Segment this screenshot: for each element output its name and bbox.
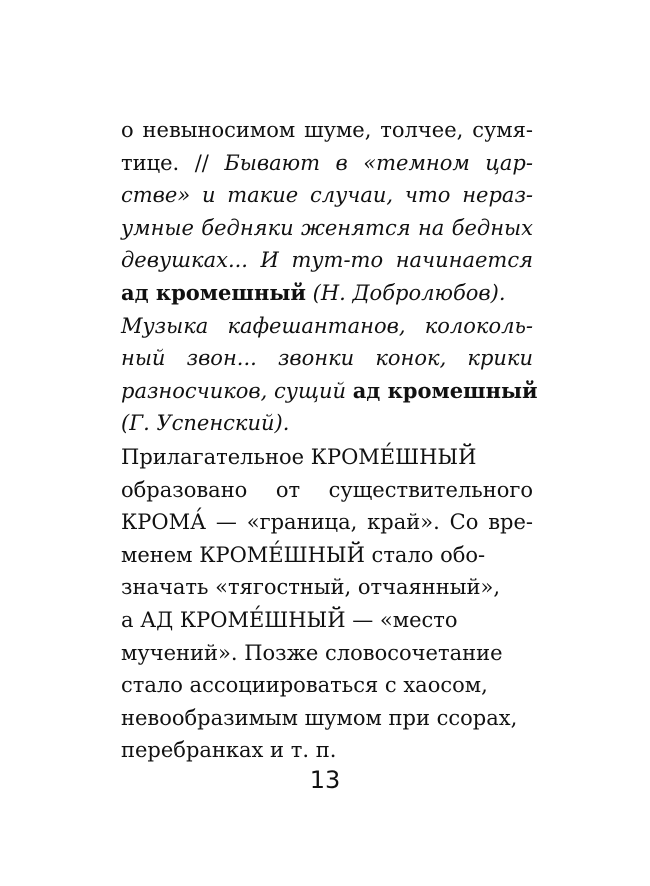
- quote-line-5: девушках... И тут-то начинается: [121, 248, 533, 273]
- explanation-line-6: а АД КРОМЕ́ШНЫЙ — «место: [121, 607, 458, 632]
- quote-line-9: [121, 375, 538, 408]
- explanation-line-2: образовано от существительного: [121, 477, 533, 502]
- quote-line-2-italic: Бывают в «темном цар-: [224, 150, 533, 175]
- quote-line-8: ный звон... звонки конок, крики: [121, 346, 533, 371]
- quote-line-4: умные бедняки женятся на бедных: [121, 215, 533, 240]
- explanation-line-7: мучений». Позже словосочетание: [121, 640, 503, 665]
- highlighted-term: ад кромешный: [121, 279, 306, 305]
- explanation-line-9: невообразимым шумом при ссорах,: [121, 705, 518, 730]
- explanation-line-1: Прилагательное КРОМЕ́ШНЫЙ: [121, 445, 477, 469]
- explanation-line-5: значать «тягостный, отчаянный»,: [121, 575, 501, 600]
- explanation-line-10: перебранках и т. п.: [121, 738, 337, 763]
- quote-line-6-source: (Н. Добролюбов).: [305, 280, 506, 305]
- quote-line-1: о невыносимом шуме, толчее, сумя-: [121, 118, 533, 142]
- explanation-line-8: стало ассоциироваться с хаосом,: [121, 673, 488, 698]
- quote-line-10: (Г. Успенский).: [121, 411, 290, 436]
- highlighted-term: ад кромешный: [352, 377, 538, 403]
- page-number: 13: [309, 766, 341, 794]
- quote-line-6: [121, 277, 533, 310]
- quote-line-2: [121, 147, 533, 180]
- explanation-paragraph: [121, 441, 533, 767]
- quotation-paragraph: [121, 114, 538, 440]
- explanation-line-3: КРОМА́ — «граница, край». Со вре-: [121, 510, 533, 535]
- quote-line-3: стве» и такие случаи, что нераз-: [121, 183, 533, 208]
- quote-line-2-plain: тице. //: [121, 150, 225, 175]
- quote-line-9-text: разносчиков, сущий: [121, 378, 353, 403]
- quote-line-7: Музыка кафешантанов, колоколь-: [121, 313, 533, 338]
- explanation-line-4: менем КРОМЕ́ШНЫЙ стало обо-: [121, 542, 486, 567]
